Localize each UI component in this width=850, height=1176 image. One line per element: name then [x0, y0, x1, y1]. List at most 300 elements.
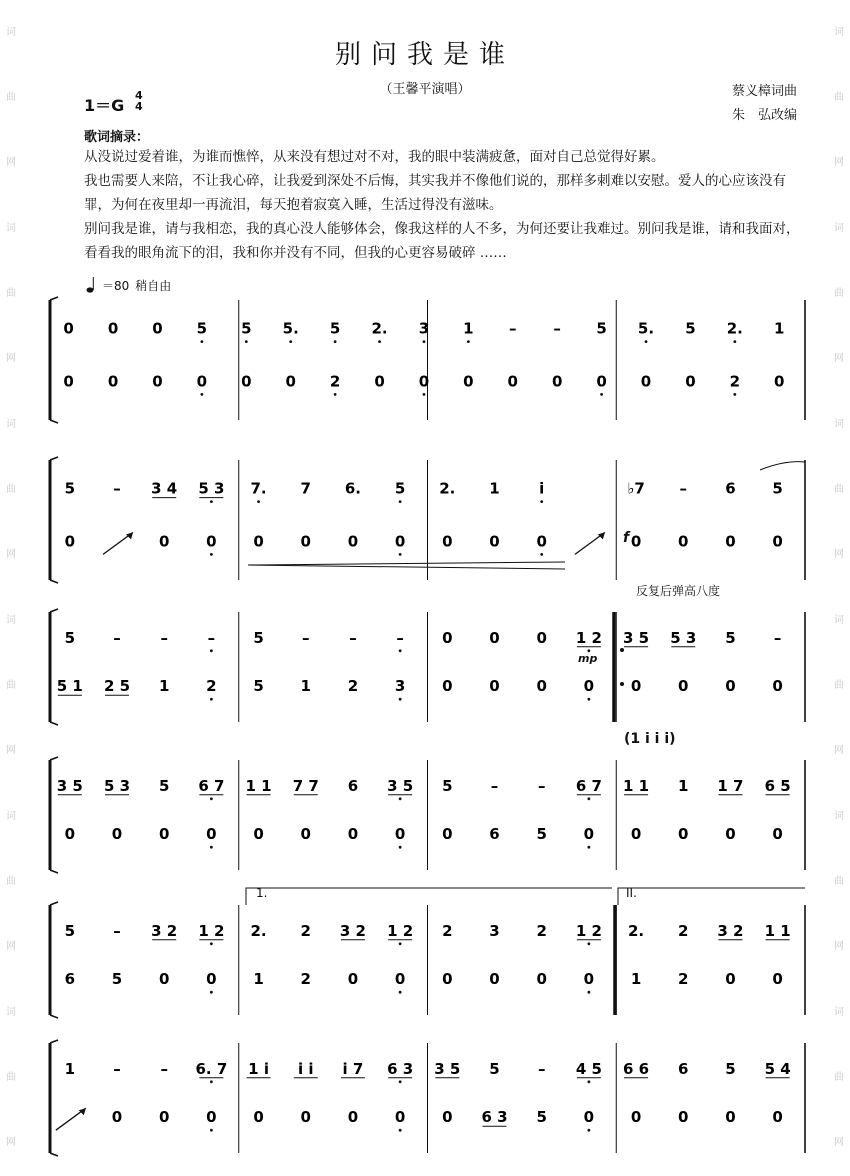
octave-dot [399, 991, 402, 994]
watermark-char: 曲 [6, 483, 16, 495]
score-note: 0 [111, 825, 123, 844]
score-note: 5 3 [103, 776, 131, 795]
score-note: 6 [64, 970, 76, 989]
watermark-char: 词 [6, 614, 16, 626]
score-note: 3 5 [56, 776, 83, 795]
score-note: – [773, 628, 782, 647]
score-note: 2 [729, 372, 741, 391]
watermark-char: 曲 [6, 287, 16, 299]
score-note: – [113, 628, 121, 647]
score-note: 0 [152, 319, 163, 338]
octave-dot [210, 649, 213, 652]
score-note: 1 [300, 677, 311, 696]
hairpin-lower [248, 565, 565, 569]
score-note: 0 [725, 825, 736, 844]
score-note: 0 [678, 532, 689, 551]
score-note: 0 [152, 372, 163, 391]
octave-dot [257, 500, 260, 503]
score-note: i [539, 479, 545, 498]
score-note: 5 1 [56, 677, 83, 696]
score-note: 0 [394, 1108, 406, 1127]
score-note: 0 [285, 372, 296, 391]
score-note: 0 [463, 372, 474, 391]
octave-dot [399, 797, 402, 800]
score-note: 0 [394, 532, 406, 551]
score-note: 5 [536, 1108, 547, 1127]
score-note: 5 3 [198, 479, 225, 498]
score-note: 5 [685, 319, 696, 338]
score-note: 6 3 [481, 1108, 508, 1127]
system-bracket-cap [50, 902, 58, 905]
score-note: – [349, 628, 357, 647]
score-note: 7 7 [292, 776, 319, 795]
score-note: – [537, 1059, 546, 1078]
performer-note: （王馨平演唱） [379, 82, 471, 97]
score-note: 6 3 [387, 1059, 414, 1078]
watermark-char: 词 [834, 418, 844, 430]
score-note: 0 [772, 1108, 783, 1127]
score-note: 2 [206, 677, 217, 696]
glissando-arrow-head [79, 1108, 86, 1115]
score-note: 2. [439, 479, 456, 498]
octave-dot [289, 340, 292, 343]
system-bracket-cap [50, 870, 58, 873]
score-note: 0 [442, 970, 453, 989]
score-note: 2. [371, 319, 388, 338]
score-note: 4 5 [575, 1059, 602, 1078]
system-bracket-cap [50, 757, 58, 760]
score-note: 0 [630, 825, 642, 844]
octave-dot [399, 649, 402, 652]
score-note: 1 [630, 970, 642, 989]
score-note: 5 [241, 319, 252, 338]
score-note: 0 [107, 372, 119, 391]
system-bracket-cap [50, 457, 58, 460]
score-note: 0 [241, 372, 252, 391]
octave-dot [210, 846, 213, 849]
octave-dot [600, 393, 603, 396]
score-note: 1 [64, 1059, 76, 1078]
score-note: 0 [196, 372, 208, 391]
score-note: 0 [374, 372, 385, 391]
watermark-char: 词 [834, 222, 844, 234]
octave-dot [210, 797, 213, 800]
watermark-char: 网 [834, 1137, 844, 1149]
watermark-char: 曲 [834, 875, 844, 887]
score-note: 0 [630, 1108, 642, 1127]
score-note: 1 [463, 319, 474, 338]
score-note: 2 [536, 921, 547, 940]
score-note: 5 [725, 1059, 736, 1078]
watermark-char: 曲 [834, 287, 844, 299]
score-note: 0 [536, 677, 547, 696]
score-note: 2 [347, 677, 359, 696]
score-note: 5 [725, 628, 736, 647]
score-note: 1 2 [198, 921, 225, 940]
octave-dot [399, 500, 402, 503]
score-note: 0 [158, 1108, 170, 1127]
score-note: 1 2 [575, 921, 602, 940]
score-note: 5 [772, 479, 783, 498]
watermark-char: 曲 [6, 1071, 16, 1083]
score-note: 0 [536, 532, 547, 551]
watermark-char: 网 [6, 157, 16, 169]
watermark-char: 曲 [6, 875, 16, 887]
score-note: 0 [158, 532, 170, 551]
score-note: – [113, 921, 121, 940]
score-note: 2 [678, 921, 689, 940]
system-bracket-cap [50, 297, 58, 300]
octave-dot [587, 649, 590, 652]
octave-dot [423, 393, 426, 396]
score-note: 1 [774, 319, 785, 338]
octave-dot [210, 553, 213, 556]
score-note: 1 i [248, 1059, 269, 1078]
score-note: – [396, 628, 404, 647]
score-note: 0 [685, 372, 696, 391]
volta-1-bracket [246, 888, 612, 905]
octave-dot [399, 846, 402, 849]
octave-dot [587, 1129, 590, 1132]
score-note: 0 [64, 532, 76, 551]
score-note: 6 [347, 776, 359, 795]
watermark-char: 词 [6, 1006, 16, 1018]
score-note: 6. [344, 479, 362, 498]
score-note: 0 [418, 372, 430, 391]
parenthetical-notes: (1 i i i) [624, 731, 676, 747]
score-note: 5. [637, 319, 655, 338]
meter-bottom: 4 [135, 100, 143, 113]
score-note: 0 [300, 1108, 311, 1127]
octave-dot [200, 340, 203, 343]
octave-dot [200, 393, 203, 396]
score-note: 0 [158, 970, 170, 989]
score-note: – [537, 776, 546, 795]
hairpin-upper [248, 562, 565, 565]
score-note: i i [297, 1059, 314, 1078]
score-note: – [113, 1059, 121, 1078]
score-note: 2 [300, 921, 311, 940]
dynamic-f: f [623, 530, 630, 546]
score-note: 2 [300, 970, 311, 989]
system-bracket-cap [50, 580, 58, 583]
octave-dot [399, 1129, 402, 1132]
score-note: 5 [253, 628, 264, 647]
score-note: 0 [725, 532, 736, 551]
score-note: 1 [253, 970, 264, 989]
octave-dot [210, 991, 213, 994]
repeat-dot [620, 648, 624, 652]
score-note: 0 [253, 825, 264, 844]
octave-dot [399, 553, 402, 556]
score-note: 7. [250, 479, 267, 498]
score-note: 5 [196, 319, 208, 338]
system-bracket-cap [50, 420, 58, 423]
score-note: 6 [489, 825, 500, 844]
score-note: 0 [774, 372, 785, 391]
score-note: 0 [107, 319, 119, 338]
score-note: – [509, 319, 517, 338]
score-note: 0 [772, 532, 783, 551]
score-note: 0 [300, 532, 311, 551]
tempo-value: ＝80 [102, 278, 130, 293]
watermark-char: 网 [6, 745, 16, 757]
score-note: 0 [772, 825, 783, 844]
score-note: 1 [158, 677, 170, 696]
score-note: 0 [206, 1108, 217, 1127]
score-note: 3 [394, 677, 406, 696]
octave-dot [587, 698, 590, 701]
score-note: i 7 [342, 1059, 364, 1078]
octave-dot [378, 340, 381, 343]
score-note: 0 [300, 825, 311, 844]
watermark-char: 网 [6, 941, 16, 953]
score-note: 2. [250, 921, 267, 940]
score-note: 5 [253, 677, 264, 696]
octave-dot [210, 698, 213, 701]
score-note: 0 [489, 628, 500, 647]
score-note: 0 [630, 677, 642, 696]
score-note: 0 [442, 1108, 453, 1127]
octave-dot [540, 500, 543, 503]
meter-top: 4 [135, 89, 143, 102]
score-note: 0 [394, 825, 406, 844]
score-note: 0 [206, 970, 217, 989]
octave-dot [399, 1080, 402, 1083]
score-note: 1 [489, 479, 500, 498]
score-note: 5 [158, 776, 170, 795]
watermark-char: 词 [6, 222, 16, 234]
score-note: 5 [394, 479, 406, 498]
octave-dot [334, 340, 337, 343]
watermark-char: 网 [6, 549, 16, 561]
score-note: 3 2 [339, 921, 366, 940]
score-note: 0 [489, 970, 500, 989]
score-note: – [160, 628, 168, 647]
watermark-char: 曲 [834, 679, 844, 691]
score-note: 2. [726, 319, 743, 338]
score-note: 1 1 [623, 776, 650, 795]
score-note: 5 3 [670, 628, 697, 647]
score-note: 1 2 [575, 628, 602, 647]
watermark-char: 网 [6, 1137, 16, 1149]
octave-dot [733, 393, 736, 396]
watermark-char: 曲 [834, 1071, 844, 1083]
score-note: 3 2 [151, 921, 178, 940]
composer-credit: 蔡义樟词曲 [732, 84, 798, 99]
watermark-char: 网 [834, 353, 844, 365]
octave-dot [587, 991, 590, 994]
score-note: 3 2 [717, 921, 744, 940]
score-note: 6 6 [623, 1059, 650, 1078]
score-note: 0 [725, 677, 736, 696]
score-note: 0 [678, 1108, 689, 1127]
score-note: 0 [640, 372, 652, 391]
score-note: 1 7 [717, 776, 744, 795]
dynamic-mp: mp [578, 652, 598, 665]
score-note: 5 [329, 319, 341, 338]
octave-dot [587, 797, 590, 800]
octave-dot [399, 942, 402, 945]
system-bracket-cap [50, 609, 58, 612]
score-note: – [490, 776, 499, 795]
score-note: 0 [596, 372, 607, 391]
score-note: 0 [772, 970, 783, 989]
watermark-char: 词 [834, 26, 844, 38]
score-note: 2. [627, 921, 645, 940]
score-note: 0 [442, 532, 453, 551]
score-note: 0 [442, 825, 453, 844]
score-note: 6 7 [575, 776, 602, 795]
score-note: 0 [772, 677, 783, 696]
score-note: 0 [63, 372, 74, 391]
score-note: 0 [347, 1108, 359, 1127]
repeat-instruction: 反复后弹高八度 [636, 584, 721, 598]
system-bracket-cap [50, 1015, 58, 1018]
watermark-char: 词 [6, 418, 16, 430]
key-signature: 1＝G [84, 96, 125, 115]
score-note: 0 [394, 970, 406, 989]
volta-2: II. [626, 886, 637, 900]
score-note: 6 [725, 479, 736, 498]
score-note: 0 [158, 825, 170, 844]
lyrics-paragraph-2-text: 我也需要人来陪，不让我心碎，让我爱到深处不后悔，其实我并不像他们说的，那样多刺难以安慰。爱人的心应该没有罪，为何在夜里却一再流泪，每天抱着寂寞入睡，生活过得没有滋味。 [84, 173, 786, 213]
arranger-credit: 朱 弘改编 [732, 108, 798, 123]
lyrics-paragraph-1: 从没说过爱着谁，为谁而憔悴，从来没有想过对不对，我的眼中装满疲惫，面对自己总觉得好累。 [84, 149, 665, 165]
score-note: 0 [725, 1108, 736, 1127]
score-note: 5 4 [764, 1059, 791, 1078]
score-note: 0 [583, 1108, 595, 1127]
watermark-char: 词 [6, 810, 16, 822]
score-note: 0 [536, 970, 547, 989]
volta-1: 1. [256, 886, 268, 900]
score-note: 5 [596, 319, 607, 338]
octave-dot [645, 340, 648, 343]
octave-dot [210, 942, 213, 945]
score-note: 3 5 [623, 628, 650, 647]
octave-dot [733, 340, 736, 343]
score-note: 0 [630, 532, 642, 551]
score-note: 3 4 [151, 479, 178, 498]
score-note: 3 5 [387, 776, 414, 795]
system-bracket-cap [50, 1153, 58, 1156]
octave-dot [210, 1080, 213, 1083]
system-bracket-cap [50, 1040, 58, 1043]
watermark-char: 词 [834, 614, 844, 626]
score-note: 0 [63, 319, 74, 338]
score-note: 0 [253, 1108, 264, 1127]
octave-dot [540, 553, 543, 556]
score-note: 5 [64, 921, 76, 940]
score-note: – [679, 479, 688, 498]
score-note: 0 [347, 532, 359, 551]
slur [760, 462, 805, 470]
octave-dot [399, 698, 402, 701]
score-note: 5 [442, 776, 453, 795]
system-bracket-cap [50, 722, 58, 725]
score-note: 1 1 [764, 921, 791, 940]
score-note: 5 [111, 970, 123, 989]
score-note: 0 [489, 532, 500, 551]
score-note: 5 [64, 628, 76, 647]
watermark-char: 词 [6, 26, 16, 38]
glissando-arrow-head [126, 532, 133, 539]
watermark-char: 网 [834, 157, 844, 169]
score-note: 0 [678, 677, 689, 696]
score-note: 6 [678, 1059, 689, 1078]
score-note: 0 [678, 825, 689, 844]
score-note: – [553, 319, 561, 338]
score-note: 1 2 [387, 921, 414, 940]
watermark-char: 曲 [6, 679, 16, 691]
tempo-text: 稍自由 [135, 278, 172, 293]
score-note: 0 [442, 677, 453, 696]
octave-dot [334, 393, 337, 396]
score-note: 0 [489, 677, 500, 696]
watermark-char: 曲 [834, 91, 844, 103]
score-note: 0 [551, 372, 563, 391]
score-note: 0 [64, 825, 76, 844]
score-note: 0 [111, 1108, 123, 1127]
score-note: 1 [678, 776, 689, 795]
watermark-char: 网 [6, 353, 16, 365]
score-note: 1 1 [245, 776, 272, 795]
score-note: 5 [489, 1059, 500, 1078]
score-note: 0 [583, 970, 595, 989]
song-title: 别问我是谁 [334, 40, 515, 70]
octave-dot [423, 340, 426, 343]
score-note: 0 [347, 970, 359, 989]
score-note: 6 5 [764, 776, 791, 795]
watermark-char: 网 [834, 549, 844, 561]
score-note: 2 [329, 372, 341, 391]
repeat-dot [620, 682, 624, 686]
score-note: 3 5 [434, 1059, 461, 1078]
score-note: – [302, 628, 310, 647]
lyrics-heading: 歌词摘录： [84, 130, 150, 145]
watermark-char: 曲 [834, 483, 844, 495]
score-note: 0 [536, 628, 547, 647]
score-note: 5. [282, 319, 299, 338]
score-note: 0 [583, 677, 595, 696]
volta-2-bracket [618, 888, 805, 905]
score-note: 3 [418, 319, 430, 338]
score-note: ♭7 [627, 479, 645, 498]
score-note: 2 5 [103, 677, 131, 696]
score-note: 3 [489, 921, 500, 940]
lyrics-paragraph-3: 别问我是谁，请与我相恋，我的真心没人能够体会，像我这样的人不多，为何还要让我难过。别问我是谁，请和我面对，看看我的眼角流下的泪，我和你并没有不同，但我的心更容易破碎 …… [84, 221, 800, 261]
octave-dot [587, 1080, 590, 1083]
score-note: – [160, 1059, 168, 1078]
watermark-char: 词 [834, 1006, 844, 1018]
score-note: 6 7 [198, 776, 225, 795]
score-note: 5 [64, 479, 76, 498]
score-note: 0 [206, 532, 217, 551]
score-note: 0 [442, 628, 453, 647]
watermark-char: 词 [834, 810, 844, 822]
watermark-char: 网 [834, 745, 844, 757]
octave-dot [210, 1129, 213, 1132]
glissando-arrow-head [598, 532, 605, 539]
score-note: – [207, 628, 216, 647]
octave-dot [587, 846, 590, 849]
octave-dot [210, 500, 213, 503]
octave-dot [245, 340, 248, 343]
score-note: 2 [442, 921, 453, 940]
score-note: 6. 7 [195, 1059, 228, 1078]
score-note: 7 [300, 479, 311, 498]
score-note: 5 [536, 825, 547, 844]
